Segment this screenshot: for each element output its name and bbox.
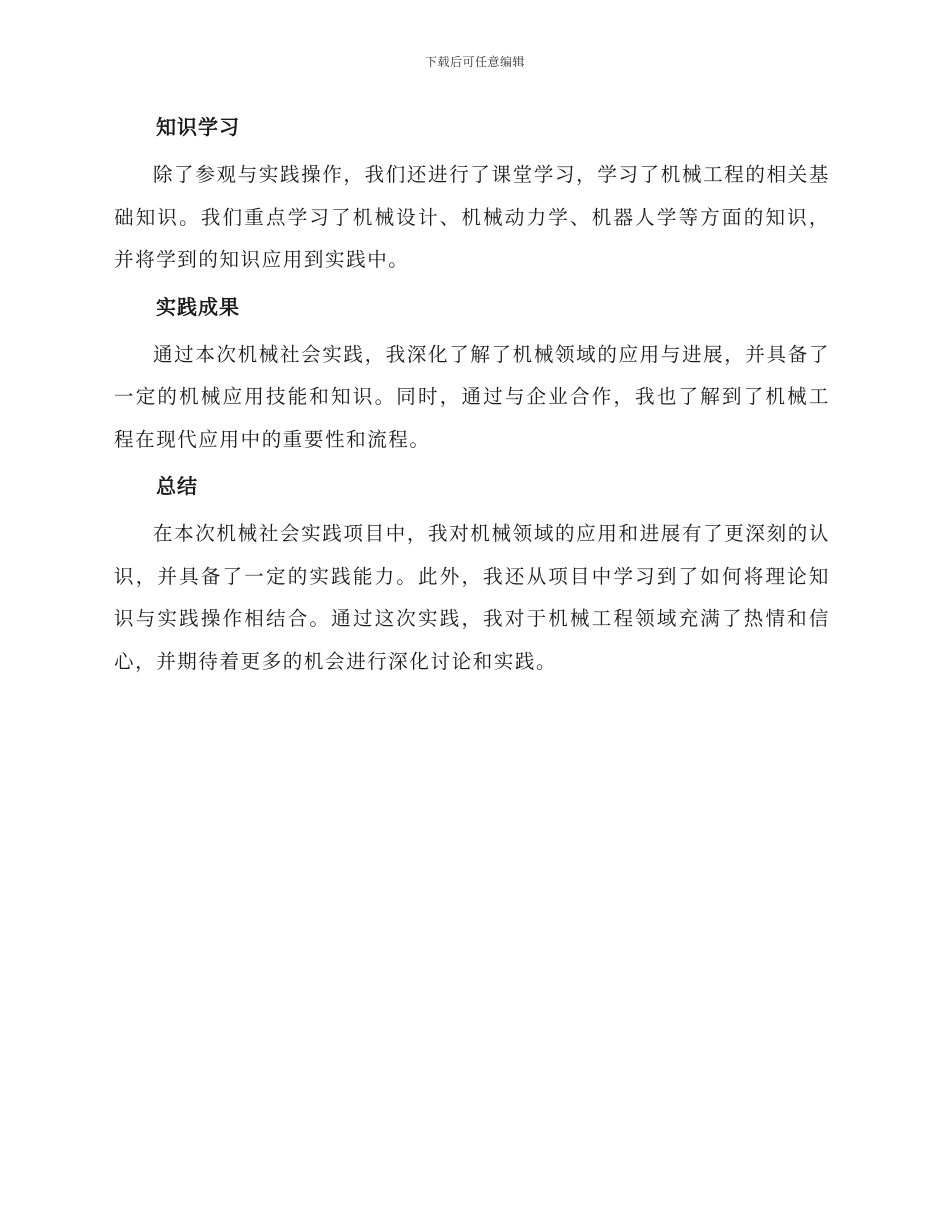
section-heading: 实践成果 — [156, 294, 240, 319]
section-knowledge-learning — [114, 112, 830, 282]
section-paragraph: 在本次机械社会实践项目中，我对机械领域的应用和进展有了更深刻的认识，并具备了一定的实践能力。此外，我还从项目中学习到了如何将理论知识与实践操作相结合。通过这次实践，我对于机械工程领域充满了热情和信心，并期待着更多的机会进行深化讨论和实践。 — [114, 522, 830, 673]
header-note: 下载后可任意编辑 — [424, 55, 525, 69]
section-heading: 知识学习 — [156, 115, 240, 139]
section-heading: 总结 — [156, 474, 198, 498]
section-practice-results — [114, 292, 830, 462]
section-paragraph: 除了参观与实践操作，我们还进行了课堂学习，学习了机械工程的相关基础知识。我们重点学习了机械设计、机械动力学、机器人学等方面的知识，并将学到的知识应用到实践中。 — [114, 163, 830, 271]
document-content — [114, 112, 830, 693]
section-summary — [114, 471, 830, 683]
section-paragraph: 通过本次机械社会实践，我深化了解了机械领域的应用与进展，并具备了一定的机械应用技能和知识。同时，通过与企业合作，我也了解到了机械工程在现代应用中的重要性和流程。 — [114, 342, 830, 451]
